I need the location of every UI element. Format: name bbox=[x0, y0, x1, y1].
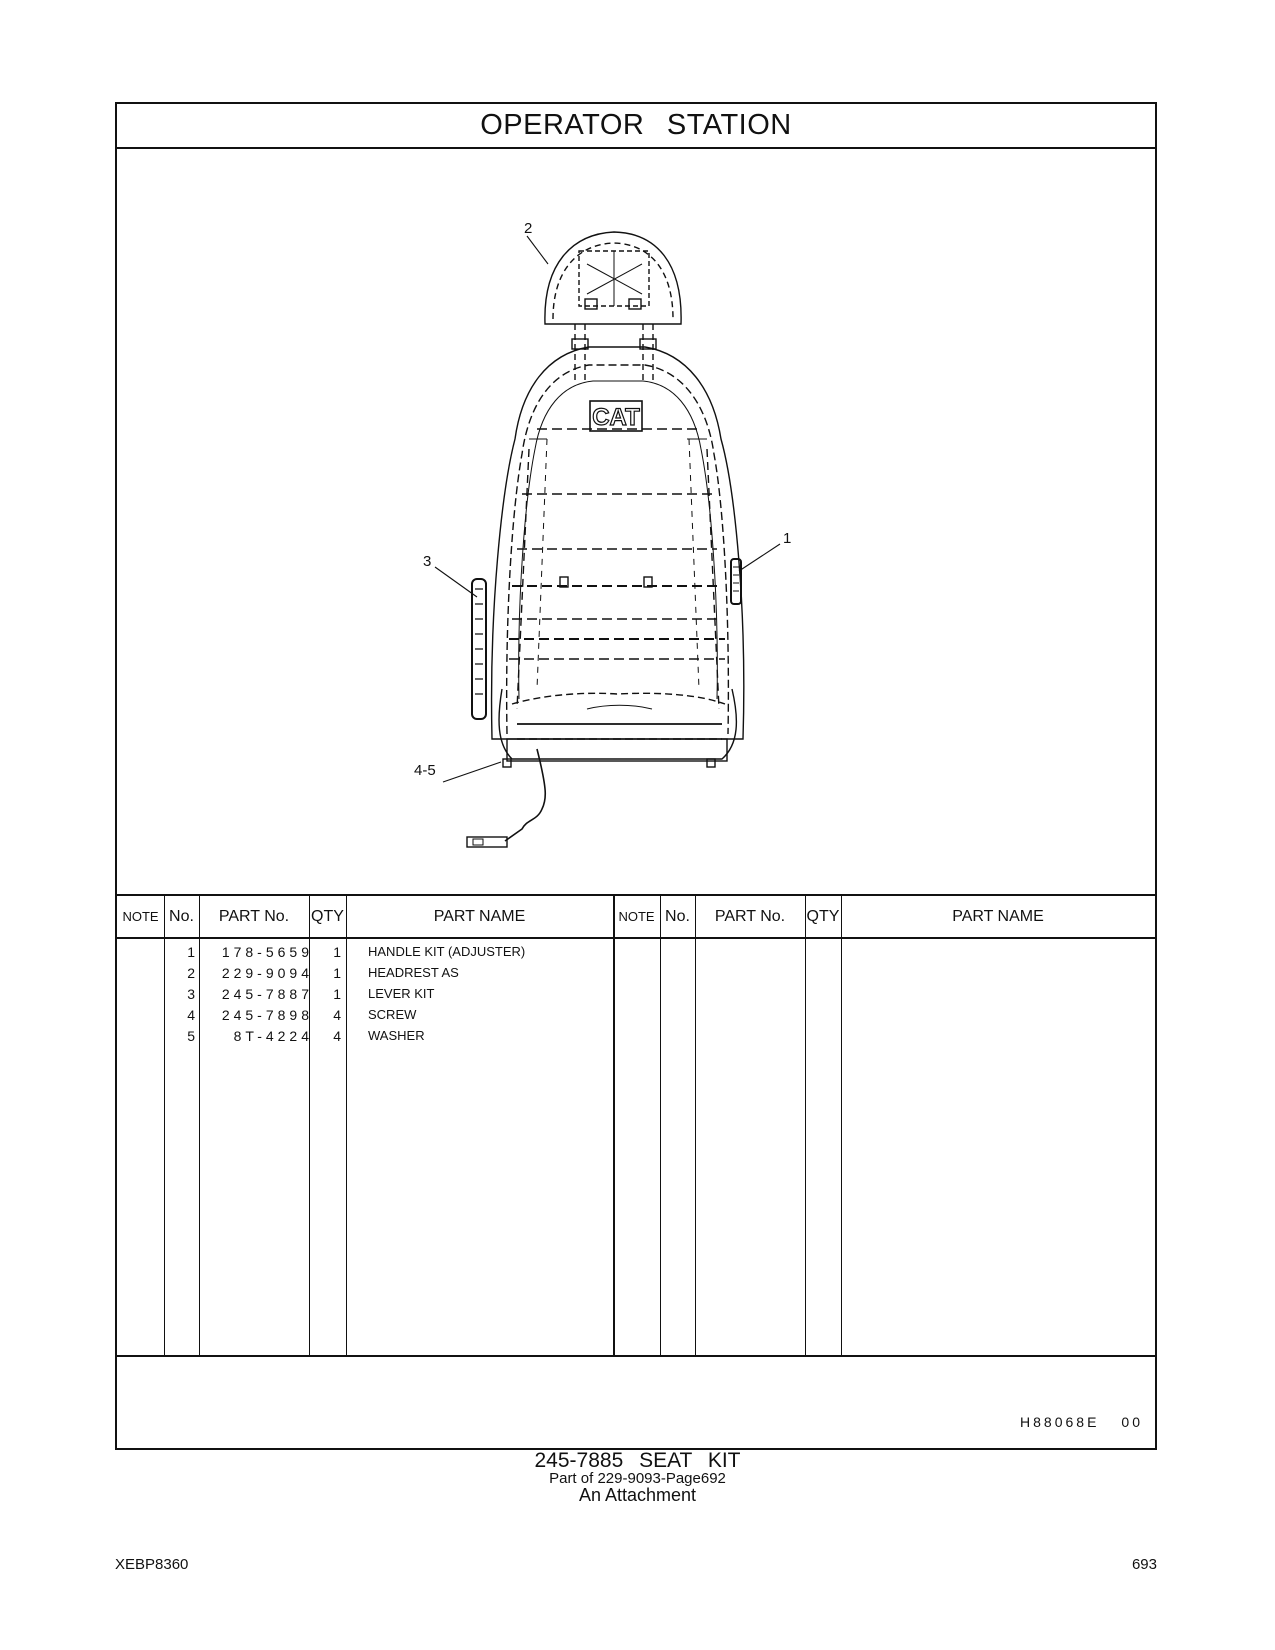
parts-table-body bbox=[117, 939, 1155, 1357]
header-no-left: No. bbox=[169, 907, 194, 925]
document-id: XEBP8360 bbox=[115, 1556, 189, 1573]
row-qty: 1 bbox=[333, 986, 341, 1002]
section-title: OPERATOR STATION bbox=[480, 109, 792, 141]
header-note-right: NOTE bbox=[618, 909, 655, 924]
row-qty: 4 bbox=[333, 1028, 341, 1044]
row-qty: 4 bbox=[333, 1007, 341, 1023]
row-qty: 1 bbox=[333, 944, 341, 960]
seat-illustration-area bbox=[117, 149, 1155, 1044]
row-part-no: 8T-4224 bbox=[233, 1028, 313, 1044]
kit-title: 245-7885 SEAT KIT bbox=[534, 1449, 741, 1472]
row-part-no: 245-7898 bbox=[221, 1007, 313, 1023]
row-part-name: SCREW bbox=[368, 1007, 417, 1022]
attachment-label: An Attachment bbox=[578, 1485, 697, 1505]
seat-illustration bbox=[117, 149, 1155, 894]
illustration-code bbox=[1020, 1414, 1143, 1430]
header-part-name-left: PART NAME bbox=[433, 907, 526, 925]
row-no: 4 bbox=[187, 1007, 195, 1023]
table-row bbox=[117, 944, 1155, 966]
header-part-name-right: PART NAME bbox=[952, 907, 1044, 925]
illustration-number: H88068E bbox=[1020, 1414, 1100, 1430]
row-part-name: LEVER KIT bbox=[368, 986, 435, 1001]
illustration-revision: 00 bbox=[1121, 1414, 1143, 1430]
parts-page-frame bbox=[115, 102, 1157, 1450]
header-part-no-right: PART No. bbox=[714, 907, 786, 925]
row-part-name: HEADREST AS bbox=[368, 965, 459, 980]
row-part-no: 178-5659 bbox=[221, 944, 313, 960]
row-qty: 1 bbox=[333, 965, 341, 981]
parts-table-header bbox=[117, 894, 1155, 939]
row-part-no: 245-7887 bbox=[221, 986, 313, 1002]
header-part-no-left: PART No. bbox=[218, 907, 290, 925]
table-row bbox=[117, 965, 1155, 987]
section-title-bar bbox=[117, 104, 1155, 149]
callout-3: 3 bbox=[423, 553, 432, 570]
callout-4-5: 4-5 bbox=[414, 762, 436, 779]
row-part-no: 229-9094 bbox=[221, 965, 313, 981]
header-no-right: No. bbox=[665, 907, 690, 925]
header-note-left: NOTE bbox=[122, 909, 159, 924]
row-no: 5 bbox=[187, 1028, 195, 1044]
cat-logo-icon bbox=[590, 401, 642, 431]
table-row bbox=[117, 1028, 1155, 1050]
page-footer-title bbox=[0, 1451, 1275, 1504]
callout-1: 1 bbox=[783, 530, 792, 547]
row-part-name: HANDLE KIT (ADJUSTER) bbox=[368, 944, 526, 959]
row-part-name: WASHER bbox=[368, 1028, 425, 1043]
header-qty-left: QTY bbox=[311, 907, 344, 925]
row-no: 2 bbox=[187, 965, 195, 981]
header-qty-right: QTY bbox=[806, 907, 840, 925]
row-no: 1 bbox=[187, 944, 195, 960]
cat-logo-text: CAT bbox=[592, 404, 640, 431]
page-number: 693 bbox=[1131, 1556, 1157, 1573]
row-no: 3 bbox=[187, 986, 195, 1002]
callout-2: 2 bbox=[524, 220, 533, 237]
table-row bbox=[117, 1007, 1155, 1029]
part-of-reference: Part of 229-9093-Page692 bbox=[549, 1470, 726, 1487]
table-row bbox=[117, 986, 1155, 1008]
